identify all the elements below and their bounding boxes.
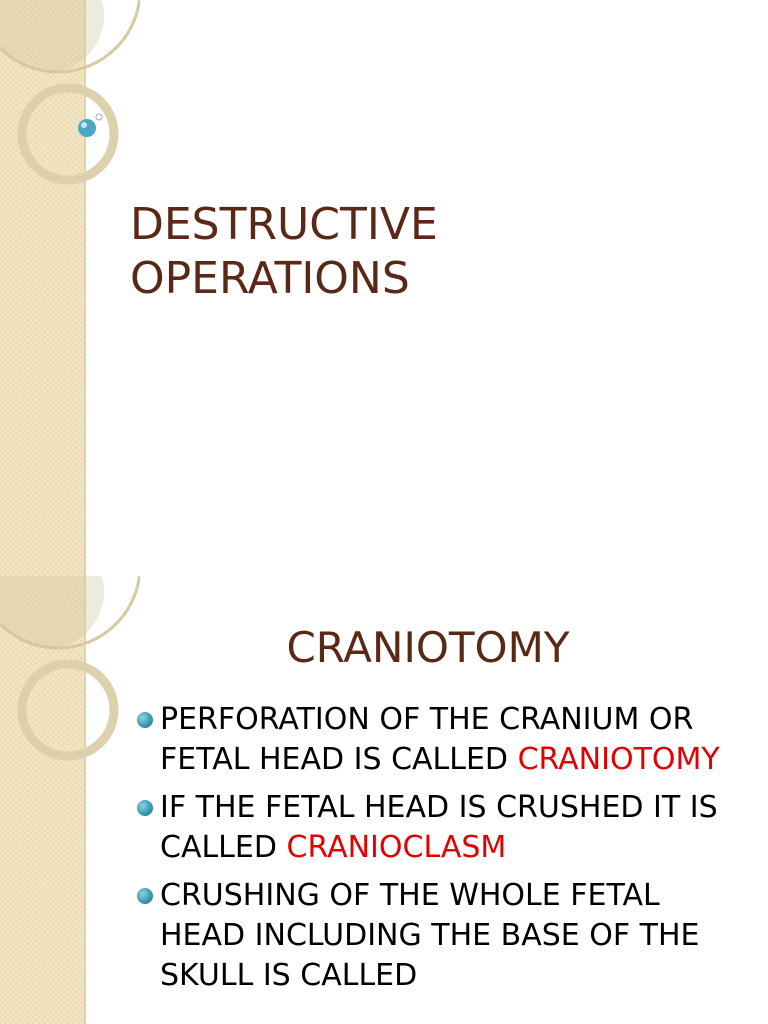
small-bubble-icon — [96, 114, 102, 120]
bubble-highlight — [81, 122, 87, 128]
bullet-item — [136, 788, 746, 868]
slide-title — [130, 198, 730, 306]
slide-heading: CRANIOTOMY — [286, 623, 570, 672]
decorative-ring-bottom — [22, 664, 114, 756]
bubble-icon — [78, 119, 96, 137]
decorative-disc — [0, 0, 104, 72]
decorative-disc — [0, 576, 104, 648]
slide-title-line-2: OPERATIONS — [130, 253, 410, 304]
decorative-rings — [0, 576, 140, 776]
bullet-icon — [137, 888, 153, 904]
bullet-icon — [137, 712, 153, 728]
bullet-highlight: CRANIOCLASM — [286, 830, 507, 865]
decorative-ring-bottom — [22, 88, 114, 180]
bullet-item — [136, 876, 746, 996]
decorative-rings — [0, 0, 140, 200]
bullet-item — [136, 700, 746, 780]
content-slide — [0, 576, 768, 1024]
bullet-list — [136, 700, 746, 1004]
slide-title-line-1: DESTRUCTIVE — [130, 199, 438, 250]
bullet-highlight: CRANIOTOMY — [517, 742, 720, 777]
bullet-icon — [137, 800, 153, 816]
bullet-text: IF THE FETAL HEAD IS CRUSHED IT IS CALLED — [160, 790, 718, 865]
bullet-text: PERFORATION OF THE CRANIUM OR FETAL HEAD IS CALLED — [160, 702, 694, 777]
bullet-text: CRUSHING OF THE WHOLE FETAL HEAD INCLUDING THE BASE OF THE SKULL IS CALLED — [160, 878, 700, 993]
